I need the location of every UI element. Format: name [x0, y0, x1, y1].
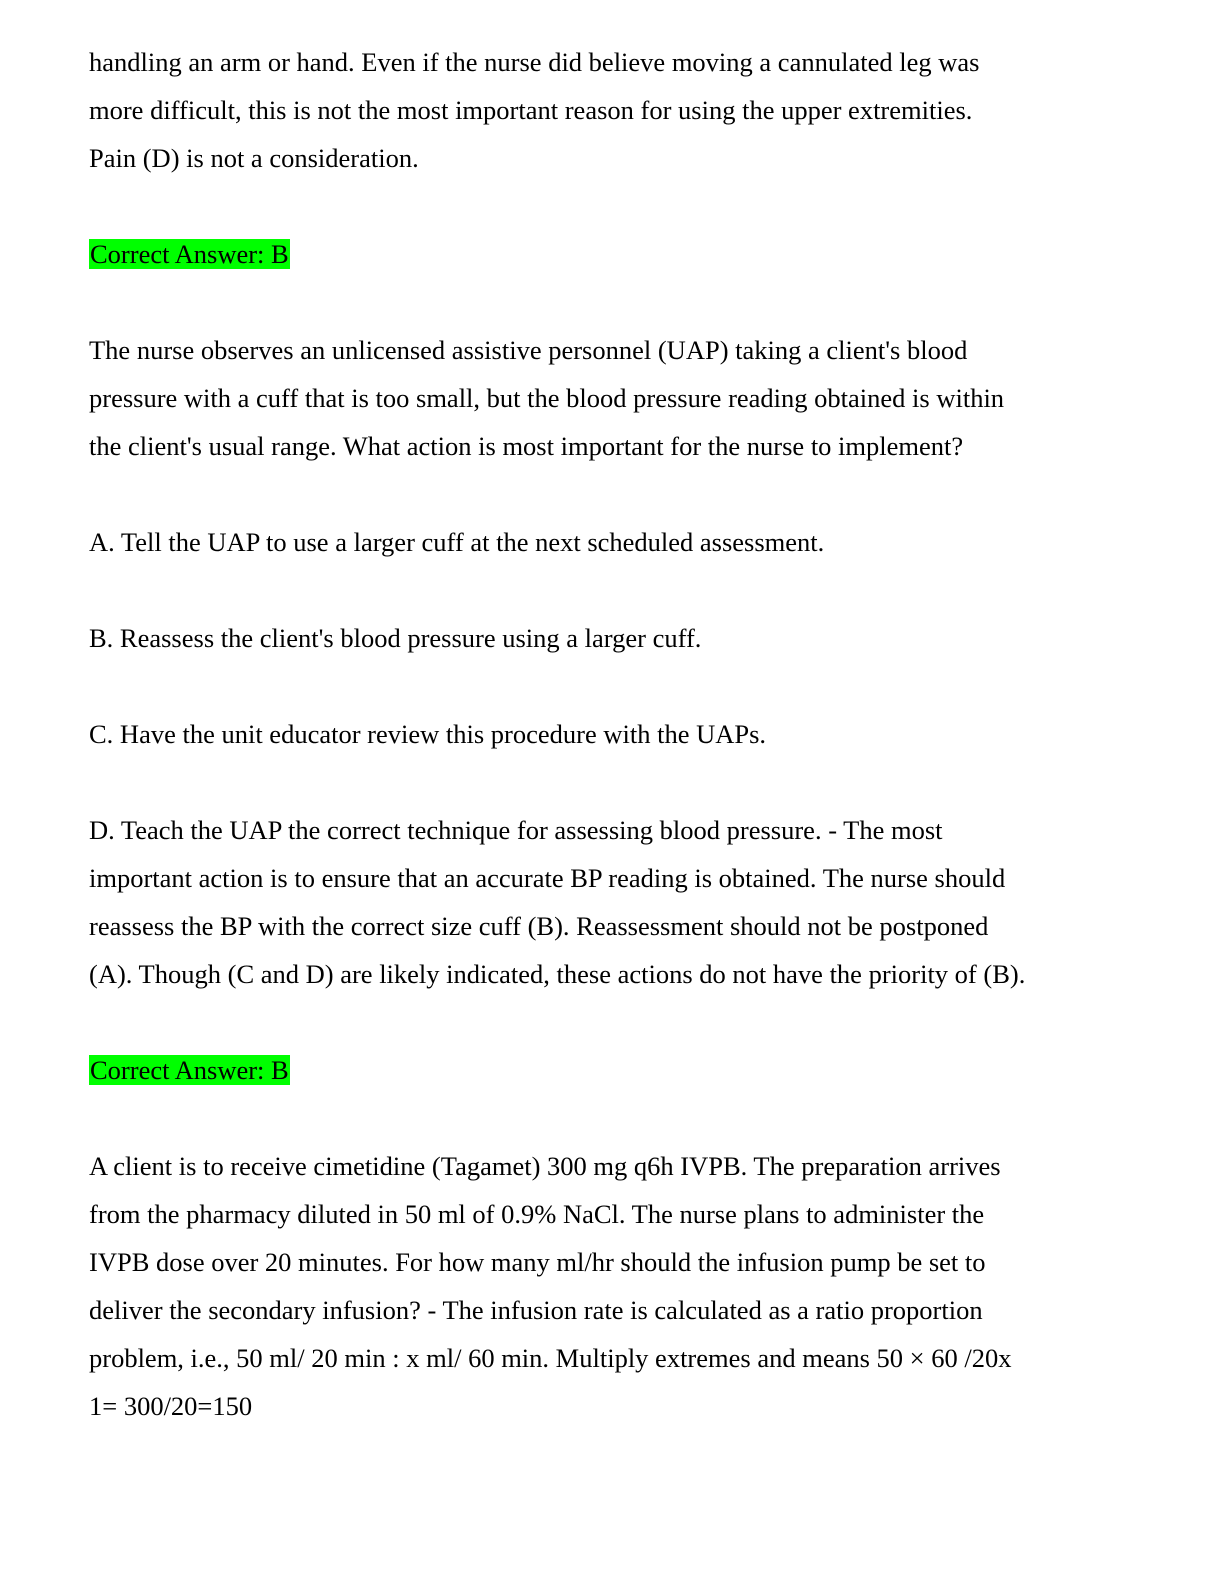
text-line: B. Reassess the client's blood pressure using a larger cuff. [89, 623, 702, 653]
text-line: A client is to receive cimetidine (Tagamet) 300 mg q6h IVPB. The preparation arrives [89, 1151, 1001, 1181]
text-line: C. Have the unit educator review this procedure with the UAPs. [89, 719, 767, 749]
rationale-paragraph [89, 38, 1089, 182]
correct-answer-row [89, 1046, 1089, 1094]
text-line: The nurse observes an unlicensed assistive personnel (UAP) taking a client's blood [89, 335, 968, 365]
question-stem [89, 326, 1089, 470]
option-d-rationale [89, 806, 1089, 998]
correct-answer-row [89, 230, 1089, 278]
text-line: pressure with a cuff that is too small, but the blood pressure reading obtained is within [89, 383, 1005, 413]
question-stem [89, 1142, 1089, 1430]
text-line: 1= 300/20=150 [89, 1391, 253, 1421]
text-line: more difficult, this is not the most important reason for using the upper extremities. [89, 95, 973, 125]
text-line: important action is to ensure that an accurate BP reading is obtained. The nurse should [89, 863, 1006, 893]
text-line: Pain (D) is not a consideration. [89, 143, 419, 173]
option-a [89, 518, 1089, 566]
text-line: A. Tell the UAP to use a larger cuff at the next scheduled assessment. [89, 527, 825, 557]
text-line: reassess the BP with the correct size cuff (B). Reassessment should not be postponed [89, 911, 989, 941]
correct-answer-highlight: Correct Answer: B [90, 239, 289, 269]
text-line: problem, i.e., 50 ml/ 20 min : x ml/ 60 min. Multiply extremes and means 50 × 60 /20x [89, 1343, 1012, 1373]
correct-answer-highlight: Correct Answer: B [90, 1055, 289, 1085]
text-line: (A). Though (C and D) are likely indicated, these actions do not have the priority of (B). [89, 959, 1026, 989]
text-line: D. Teach the UAP the correct technique for assessing blood pressure. - The most [89, 815, 943, 845]
option-b [89, 614, 1089, 662]
text-line: the client's usual range. What action is most important for the nurse to implement? [89, 431, 964, 461]
text-line: deliver the secondary infusion? - The infusion rate is calculated as a ratio proportion [89, 1295, 983, 1325]
document-content [89, 38, 1089, 1430]
text-line: from the pharmacy diluted in 50 ml of 0.9% NaCl. The nurse plans to administer the [89, 1199, 985, 1229]
text-line: handling an arm or hand. Even if the nurse did believe moving a cannulated leg was [89, 47, 980, 77]
text-line: IVPB dose over 20 minutes. For how many ml/hr should the infusion pump be set to [89, 1247, 986, 1277]
option-c [89, 710, 1089, 758]
